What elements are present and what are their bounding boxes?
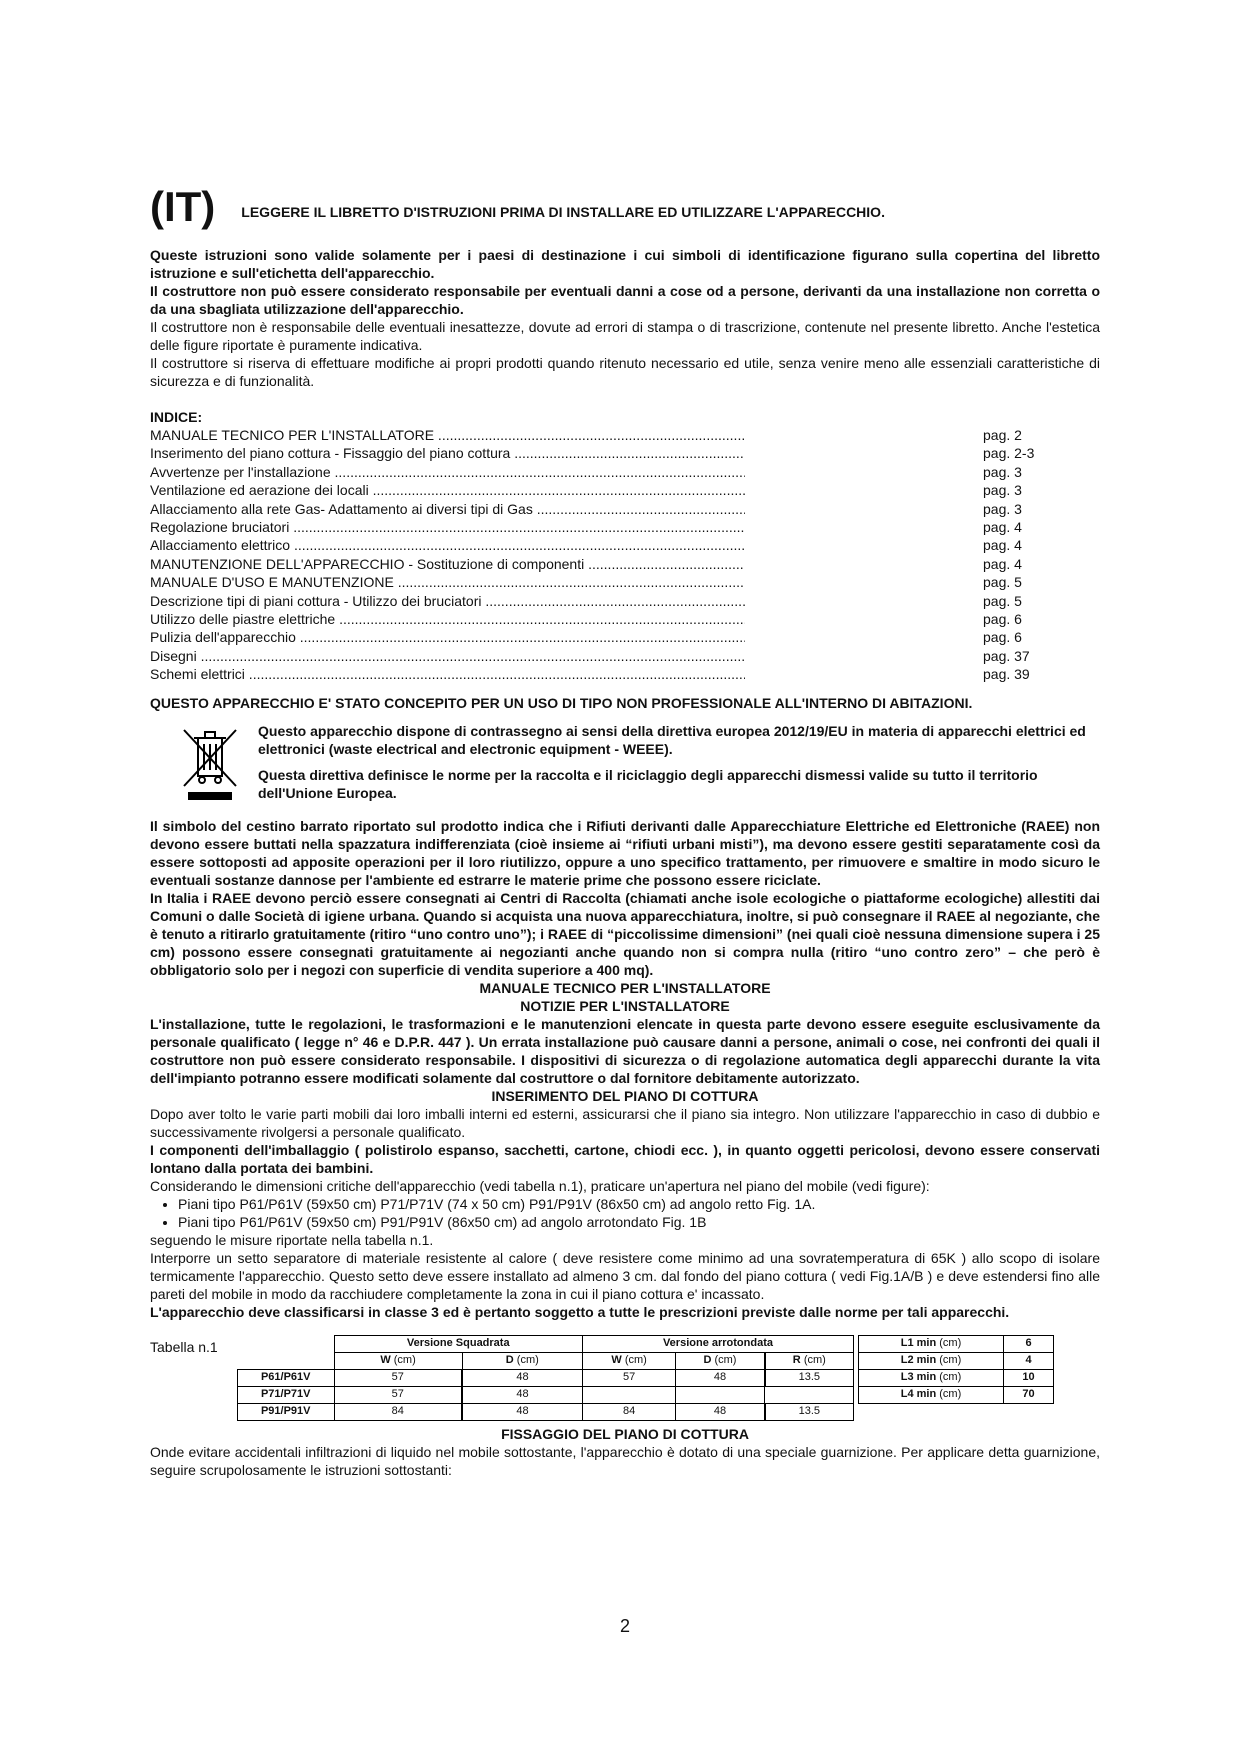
index-item: Allacciamento elettrico ..... pag. 4 <box>150 536 1100 554</box>
fixing-text: Onde evitare accidentali infiltrazioni di liquido nel mobile sottostante, l'apparecchio è dotato di una speciale guarnizione. Per applicare detta guarnizione, seguire scrupolosamente le istruzioni sottostanti: <box>150 1443 1100 1478</box>
table-row <box>859 1352 1054 1369</box>
insertion-class-text: L'apparecchio deve classificarsi in classe 3 ed è pertanto soggetto a tutte le prescrizioni previste dalle norme per tali apparecchi. <box>150 1303 1010 1320</box>
insertion-unpack-text: Dopo aver tolto le varie parti mobili dai loro imballi interni ed esterni, assicurarsi che il piano sia integro. Non utilizzare l'apparecchio in caso di dubbio e successivamente rivolgersi a personale qualificato. <box>150 1105 1100 1140</box>
column-header: R (cm) <box>765 1352 854 1369</box>
intro-errors: Il costruttore non è responsabile delle eventuali inesattezze, dovute ad errori di stampa o di trascrizione, contenute nel presente libretto. Anche l'estetica delle figure riportate è puramente indicativa. <box>150 319 1100 353</box>
cutout-type-list <box>150 1195 1100 1231</box>
index-item: Regolazione bruciatori ..... pag. 4 <box>150 518 1100 536</box>
dimension-tables <box>150 1335 1100 1425</box>
table-cell <box>676 1386 765 1403</box>
raee-italy-text: In Italia i RAEE devono perciò essere consegnati ai Centri di Raccolta (chiamati anche isole ecologiche o piattaforme ecologiche) allestiti dai Comuni o dalle Società di igiene urbana. Quando si acquista una nuova apparecchiatura, inoltre, si può consegnare il RAEE al negoziante, che è tenuto a ritirarlo gratuitamente (ritiro “uno contro uno”); i RAEE di “piccolissime dimensioni” (nei quali cioè nessuna dimensione supera i 25 cm) possono essere consegnati gratuitamente ai negozianti anche quando non si compra nulla (ritiro “uno contro zero” – che però è obbligatorio solo per i negozi con superficie di vendita superiore a 400 mq). <box>150 889 1100 978</box>
index-item: MANUALE D'USO E MANUTENZIONE ..... pag. 5 <box>150 573 1100 591</box>
table-cell: 10 <box>1004 1369 1054 1386</box>
table-cell <box>582 1386 675 1403</box>
insertion-separator-text: Interporre un setto separatore di materiale resistente al calore ( deve resistere come minimo ad una sovratemperatura di 65K ) allo scopo di isolare termicamente l'apparecchio. Questo setto deve essere installato ad almeno 3 cm. dal fondo del piano cottura ( vedi Fig.1A/B ) e deve estendersi fino alle pareti del mobile in modo da racchiudere completamente la zona in cui il piano cottura e' incassato. <box>150 1249 1100 1302</box>
table-row <box>238 1352 854 1369</box>
intro-modifications: Il costruttore si riserva di effettuare modifiche ai propri prodotti quando ritenuto necessario ed utile, senza venire meno alle essenziali caratteristiche di sicurezza e di funzionalità. <box>150 355 1100 389</box>
insertion-cutout-text: Considerando le dimensioni critiche dell'apparecchio (vedi tabella n.1), praticare un'apertura nel piano del mobile (vedi figure): <box>150 1177 930 1194</box>
table-cell: 48 <box>676 1369 765 1386</box>
column-header: W (cm) <box>582 1352 675 1369</box>
index-title: INDICE: <box>150 409 203 425</box>
minimum-distances-table <box>858 1335 1054 1404</box>
table-cell: 84 <box>582 1403 675 1420</box>
table-cell: 48 <box>462 1386 582 1403</box>
fixing-title: FISSAGGIO DEL PIANO DI COTTURA <box>501 1425 749 1442</box>
table-cell: 84 <box>334 1403 462 1420</box>
table-row <box>238 1335 854 1352</box>
table-cell: 13.5 <box>765 1369 854 1386</box>
index-item: Utilizzo delle piastre elettriche ..... pag. 6 <box>150 610 1100 628</box>
table-cell: L3 min (cm) <box>859 1369 1004 1386</box>
list-item: • Piani tipo P61/P61V (59x50 cm) P91/P91V (86x50 cm) ad angolo arrotondato Fig. 1B <box>178 1213 1100 1231</box>
language-code: (IT) <box>150 183 216 230</box>
table-cell: 57 <box>582 1369 675 1386</box>
technical-manual-title: MANUALE TECNICO PER L'INSTALLATORE <box>479 979 771 996</box>
weee-scope-text: Questa direttiva definisce le norme per la raccolta e il riciclaggio degli apparecchi dismessi valide su tutto il territorio dell'Unione Europea. <box>258 766 1038 801</box>
list-item: • Piani tipo P61/P61V (59x50 cm) P71/P71V (74 x 50 cm) P91/P91V (86x50 cm) ad angolo retto Fig. 1A. <box>178 1195 1100 1213</box>
index-item: Pulizia dell'apparecchio ..... pag. 6 <box>150 628 1100 646</box>
dimensions-table <box>237 1335 854 1421</box>
page-header <box>150 180 1100 228</box>
table-row <box>859 1386 1054 1403</box>
index-item: Avvertenze per l'installazione ..... pag. 3 <box>150 463 1100 481</box>
insertion-title: INSERIMENTO DEL PIANO DI COTTURA <box>491 1087 759 1104</box>
table-cell: 6 <box>1004 1335 1054 1352</box>
model-cell: P71/P71V <box>238 1386 335 1403</box>
table-cell: L2 min (cm) <box>859 1352 1004 1369</box>
table-cell: 48 <box>462 1369 582 1386</box>
page-content <box>150 180 1100 1636</box>
table-row <box>238 1403 854 1420</box>
table-row <box>859 1369 1054 1386</box>
table-cell: L4 min (cm) <box>859 1386 1004 1403</box>
index-item: Ventilazione ed aerazione dei locali ..... pag. 3 <box>150 481 1100 499</box>
index-item: MANUTENZIONE DELL'APPARECCHIO - Sostituzione di componenti ..... pag. 4 <box>150 555 1100 573</box>
index-item: Inserimento del piano cottura - Fissaggio del piano cottura ..... pag. 2-3 <box>150 444 1100 462</box>
crossed-bin-icon <box>150 722 258 809</box>
insertion-packaging-warning: I componenti dell'imballaggio ( polistirolo espanso, sacchetti, cartone, chiodi ecc. ), in quanto oggetti pericolosi, devono essere conservati lontano dalla portata dei bambini. <box>150 1141 1100 1176</box>
table-cell: L1 min (cm) <box>859 1335 1004 1352</box>
raee-symbol-text: Il simbolo del cestino barrato riportato sul prodotto indica che i Rifiuti derivanti dalle Apparecchiature Elettriche ed Elettroniche (RAEE) non devono essere buttati nella spazzatura indifferenziata (cioè insieme ai “rifiuti urbani misti”), ma devono essere gestiti separatamente così da essere sottoposti ad apposite operazioni per il loro riutilizzo, oppure a uno specifico trattamento, per rimuovere e smaltire in modo sicuro le eventuali sostanze dannose per l'ambiente ed estrarre le materie prime che possono essere riciclate. <box>150 817 1100 888</box>
table-label: Tabella n.1 <box>150 1338 218 1355</box>
page-number: 2 <box>619 1616 630 1636</box>
intro-liability: Il costruttore non può essere considerato responsabile per eventuali danni a cose od a persone, derivanti da una installazione non corretta o da una sbagliata utilizzazione dell'apparecchio. <box>150 283 1100 317</box>
non-professional-notice: QUESTO APPARECCHIO E' STATO CONCEPITO PER UN USO DI TIPO NON PROFESSIONALE ALL'INTERNO DI ABITAZIONI. <box>150 694 973 711</box>
column-header: D (cm) <box>676 1352 765 1369</box>
table-cell: 4 <box>1004 1352 1054 1369</box>
model-cell: P91/P91V <box>238 1403 335 1420</box>
table-cell <box>765 1386 854 1403</box>
group-header-square: Versione Squadrata <box>334 1335 582 1352</box>
model-cell: P61/P61V <box>238 1369 335 1386</box>
table-row <box>859 1335 1054 1352</box>
index-item: Schemi elettrici ..... pag. 39 <box>150 665 1100 683</box>
intro-validity: Queste istruzioni sono valide solamente per i paesi di destinazione i cui simboli di identificazione figurano sulla copertina del libretto istruzione e sull'etichetta dell'apparecchio. <box>150 247 1100 281</box>
column-header: W (cm) <box>334 1352 462 1369</box>
installer-notes-text: L'installazione, tutte le regolazioni, le trasformazioni e le manutenzioni elencate in questa parte devono essere eseguite esclusivamente da personale qualificato ( legge n° 46 e D.P.R. 447 ). Un errata installazione può causare danni a persone, animali o cose, nei confronti dei quali il costruttore non può essere considerato responsabile. I dispositivi di sicurezza o di regolazione automatica degli apparecchi durante la vita dell'impianto potranno essere modificati solamente dal costruttore o dal fornitore debitamente autorizzato. <box>150 1015 1100 1086</box>
table-cell: 48 <box>676 1403 765 1420</box>
index-item: Descrizione tipi di piani cottura - Utilizzo dei bruciatori ..... pag. 5 <box>150 592 1100 610</box>
table-cell: 57 <box>334 1386 462 1403</box>
index-item: MANUALE TECNICO PER L'INSTALLATORE ..... pag. 2 <box>150 426 1100 444</box>
column-header: D (cm) <box>462 1352 582 1369</box>
table-row <box>238 1386 854 1403</box>
table-cell: 57 <box>334 1369 462 1386</box>
weee-directive-text: Questo apparecchio dispone di contrassegno ai sensi della direttiva europea 2012/19/EU in materia di apparecchi elettrici ed elettronici (waste electrical and electronic equipment - WEEE). <box>258 722 1086 757</box>
read-manual-warning: LEGGERE IL LIBRETTO D'ISTRUZIONI PRIMA DI INSTALLARE ED UTILIZZARE L'APPARECCHIO. <box>241 204 885 220</box>
installer-notes-title: NOTIZIE PER L'INSTALLATORE <box>520 997 730 1014</box>
table-row <box>238 1369 854 1386</box>
index-list <box>150 426 1100 684</box>
table-cell: 70 <box>1004 1386 1054 1403</box>
table-cell: 48 <box>462 1403 582 1420</box>
group-header-round: Versione arrotondata <box>582 1335 853 1352</box>
index-item: Allacciamento alla rete Gas- Adattamento ai diversi tipi di Gas ..... pag. 3 <box>150 500 1100 518</box>
table-cell: 13.5 <box>765 1403 854 1420</box>
index-item: Disegni ..... pag. 37 <box>150 647 1100 665</box>
weee-block <box>150 722 1100 809</box>
insertion-measures-text: seguendo le misure riportate nella tabella n.1. <box>150 1231 434 1248</box>
